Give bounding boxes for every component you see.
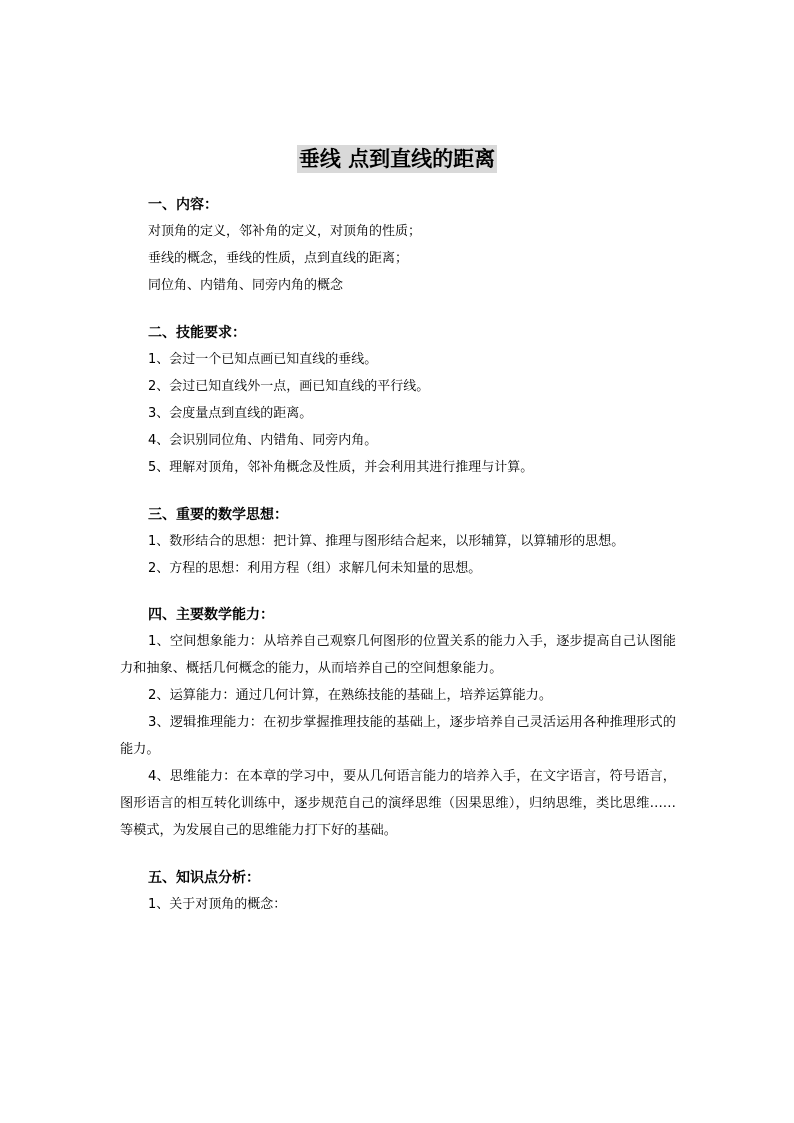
list-item: 1、会过一个已知点画已知直线的垂线。 [148, 352, 378, 367]
list-item: 1、关于对顶角的概念： [148, 897, 287, 912]
paragraph: 3、逻辑推理能力：在初步掌握推理技能的基础上，逐步培养自己灵活运用各种推理形式的能力。 [120, 715, 676, 757]
section-heading: 一、内容： [148, 197, 218, 213]
list-item: 3、会度量点到直线的距离。 [148, 406, 313, 421]
list-item: 4、会识别同位角、内错角、同旁内角。 [148, 433, 378, 448]
list-item: 2、方程的思想：利用方程（组）求解几何未知量的思想。 [148, 561, 482, 576]
list-item: 2、会过已知直线外一点，画已知直线的平行线。 [148, 379, 430, 394]
list-item: 1、数形结合的思想：把计算、推理与图形结合起来，以形辅算，以算辅形的思想。 [148, 534, 625, 549]
paragraph: 2、运算能力：通过几何计算，在熟练技能的基础上，培养运算能力。 [148, 688, 553, 703]
document-title [0, 136, 794, 174]
section-heading: 五、知识点分析： [148, 870, 260, 886]
text-line: 对顶角的定义，邻补角的定义，对顶角的性质； [148, 224, 422, 239]
text-line: 同位角、内错角、同旁内角的概念 [148, 278, 344, 293]
section-heading: 二、技能要求： [148, 325, 246, 341]
text-line: 垂线的概念，垂线的性质，点到直线的距离； [148, 251, 409, 266]
paragraph: 1、空间想象能力：从培养自己观察几何图形的位置关系的能力入手，逐步提高自己认图能力和抽象、概括几何概念的能力，从而培养自己的空间想象能力。 [120, 634, 676, 676]
document-title-text: 垂线 点到直线的距离 [298, 146, 496, 171]
list-item: 5、理解对顶角，邻补角概念及性质，并会利用其进行推理与计算。 [148, 460, 534, 475]
paragraph: 4、思维能力：在本章的学习中，要从几何语言能力的培养入手，在文字语言，符号语言，图形语言的相互转化训练中，逐步规范自己的演绎思维（因果思维），归纳思维，类比思维……等模式，为发展自己的思维能力打下好的基础。 [120, 769, 676, 838]
section-heading: 三、重要的数学思想： [148, 507, 288, 523]
section-heading: 四、主要数学能力： [148, 607, 274, 623]
